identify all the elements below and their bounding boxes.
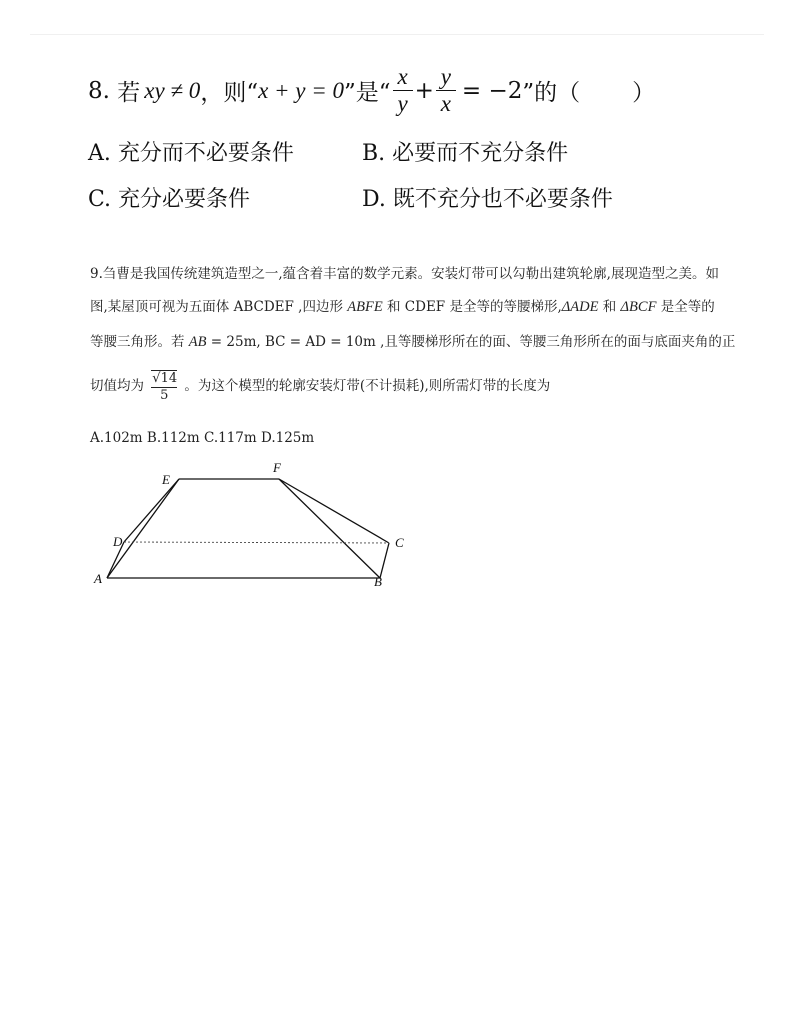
tangent-fraction-denominator: 5 (160, 387, 169, 403)
question-9-answers: A.102m B.112m C.117m D.125m (90, 430, 315, 446)
line-3-part-b: = 25m, BC = AD = 10m ,且等腰梯形所在的面、等腰三角形所在的面与底面夹角的正 (206, 334, 736, 350)
question-8-fraction-2 (436, 64, 456, 118)
question-9-line-1: 9.刍曹是我国传统建筑造型之一,蕴含着丰富的数学元素。安装灯带可以勾勒出建筑轮廓,展现造型之美。如 (90, 266, 719, 282)
question-8-suffix: ”的（ (522, 80, 581, 107)
edge-ae (107, 479, 179, 578)
line-4-part-b: 。为这个模型的轮廓安装灯带(不计损耗),则所需灯带的长度为 (184, 378, 551, 395)
line-4-part-a: 切值均为 (90, 378, 144, 395)
question-8-blank-close: ） (632, 80, 656, 107)
question-8-prefix: 若 (117, 80, 141, 107)
question-8-plus: + (414, 77, 434, 104)
question-8-option-d: D. 既不充分也不必要条件 (362, 187, 613, 212)
question-8-comma: ，则“ (200, 80, 259, 107)
vertex-label-d: D (113, 534, 123, 549)
vertex-label-c: C (395, 535, 404, 550)
line-2-bcf: ΔBCF (620, 299, 657, 315)
question-8-stem (88, 64, 655, 118)
question-9-line-2 (90, 295, 715, 316)
pentahedron-figure (85, 455, 415, 595)
question-8-option-a: A. 充分而不必要条件 (88, 141, 294, 166)
page-top-rule (30, 34, 764, 35)
question-8-condition: xy ≠ 0 (144, 77, 201, 103)
fraction-1-denominator: y (397, 91, 408, 117)
line-3-part-a: 等腰三角形。若 (90, 334, 189, 350)
question-8-statement: x + y = 0 (258, 77, 345, 103)
vertex-label-f: F (273, 460, 281, 475)
tangent-fraction-numerator: √14 (152, 371, 178, 386)
line-2-ade: ΔADE (561, 299, 599, 315)
fraction-2-numerator: y (440, 64, 451, 89)
question-8-number: 8. (88, 77, 110, 104)
question-9-line-4 (90, 370, 550, 403)
question-8-option-b: B. 必要而不充分条件 (362, 141, 569, 166)
line-2-part-b: 和 CDEF 是全等的等腰梯形, (382, 299, 562, 315)
question-9-line-3 (90, 330, 735, 351)
question-8-fraction-1 (393, 64, 413, 118)
vertex-label-e: E (162, 472, 170, 487)
line-3-ab: AB (188, 334, 207, 350)
tangent-fraction (151, 370, 177, 403)
fraction-2-denominator: x (440, 91, 451, 117)
line-2-part-c: 和 (598, 299, 621, 315)
fraction-1-numerator: x (397, 64, 408, 89)
line-2-part-d: 是全等的 (656, 299, 715, 315)
vertex-label-b: B (374, 574, 382, 589)
edge-bc (380, 543, 389, 578)
hidden-edge-dc (124, 542, 389, 543)
question-8-mid: ”是“ (344, 80, 391, 107)
question-8-rhs: = −2 (461, 77, 523, 104)
vertex-label-a: A (94, 571, 102, 586)
line-2-part-a: 图,某屋顶可视为五面体 ABCDEF ,四边形 (90, 299, 348, 315)
line-2-abfe: ABFE (347, 299, 383, 315)
edge-de (124, 479, 179, 542)
question-8-option-c: C. 充分必要条件 (88, 187, 251, 212)
